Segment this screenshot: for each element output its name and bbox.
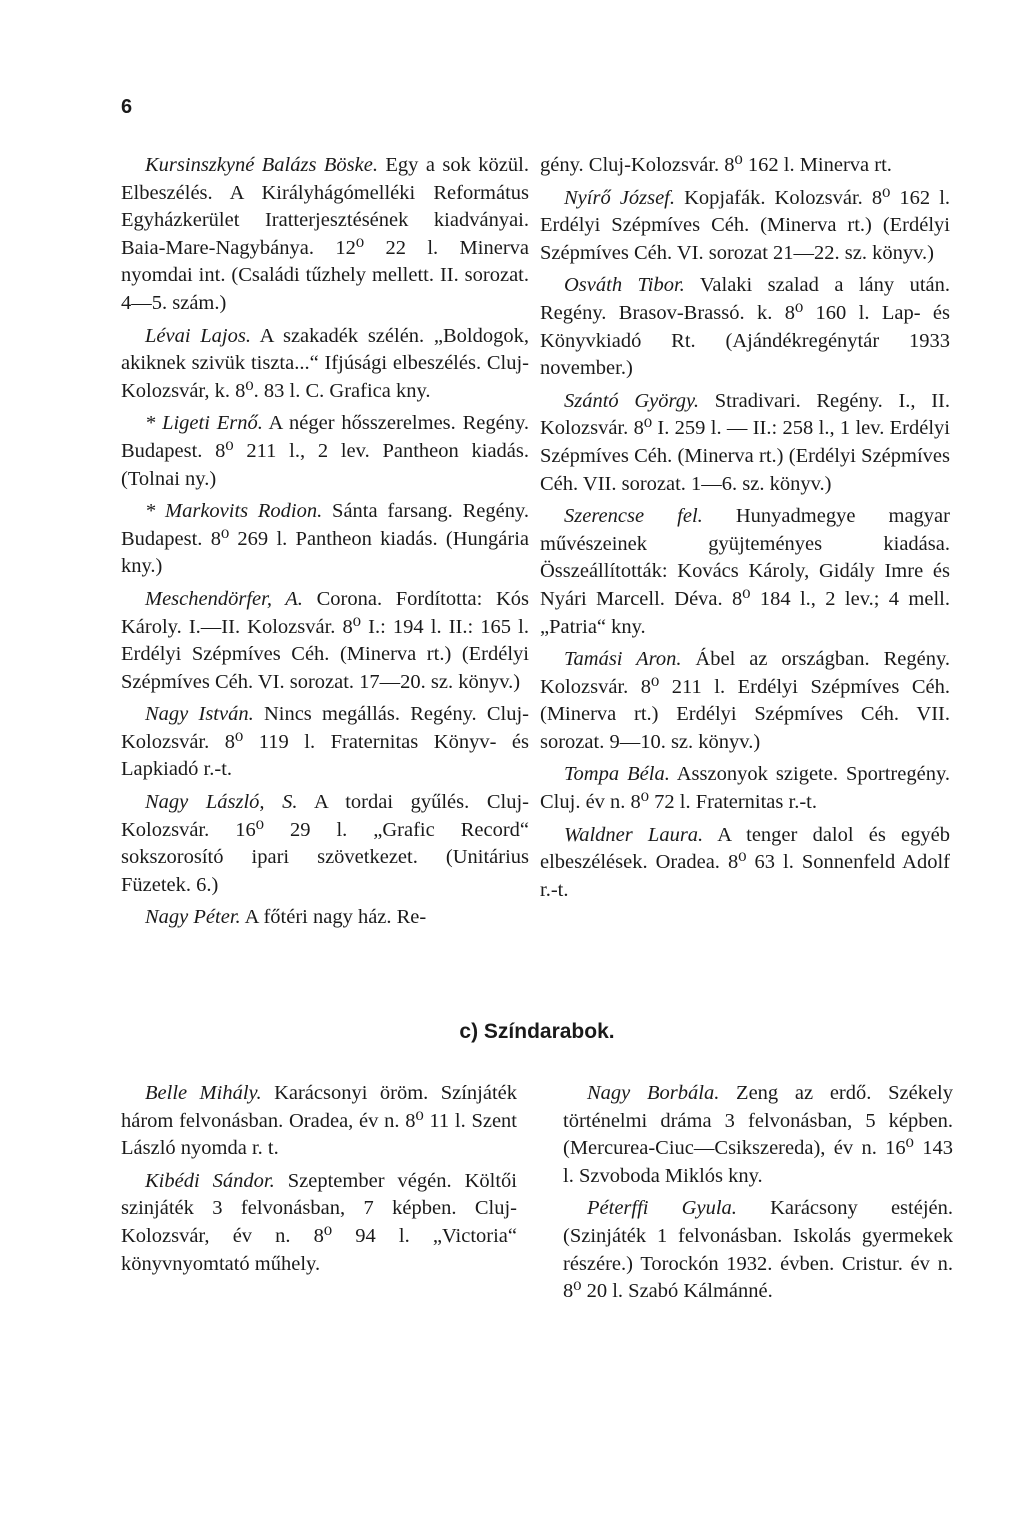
entry-author: Nyírő József. <box>564 186 675 209</box>
entry-author: Osváth Tibor. <box>564 274 685 297</box>
entry-text: A tordai gyűlés. Cluj-Kolozsvár. 16⁰ 29 l. „Grafic Record“ sokszorosító ipari szövetkezet. (Unitárius Füzetek. 6.) <box>121 791 529 896</box>
entry-text: Szeptember végén. Költői szinjáték 3 felvonásban, 7 képben. Cluj-Kolozsvár, év n. 8⁰ 94 l. „Victoria“ könyvnyomtató műhely. <box>121 1169 517 1275</box>
section-heading <box>0 1020 1024 1044</box>
bibliography-entry <box>121 498 529 581</box>
entry-author: Szerencse fel. <box>564 505 703 528</box>
bibliography-entry <box>121 701 529 784</box>
bibliography-entry <box>540 761 950 816</box>
column-right-top <box>540 152 950 909</box>
entry-author: Waldner Laura. <box>564 823 704 846</box>
bibliography-entry <box>540 272 950 382</box>
bibliography-entry <box>121 904 529 932</box>
bibliography-entry <box>121 789 529 899</box>
entry-text: A tenger dalol és egyéb elbeszélések. Oradea. 8⁰ 63 l. Sonnenfeld Adolf r.-t. <box>540 823 950 901</box>
entry-text: A néger hősszerelmes. Regény. Budapest. 8⁰ 211 l., 2 lev. Pantheon kiadás. (Tolnai ny.) <box>121 412 529 490</box>
bibliography-entry <box>121 586 529 696</box>
entry-text: A szakadék szélén. „Boldogok, akiknek szivük tiszta...“ Ifjúsági elbeszélés. Cluj-Kolozsvár, k. 8⁰. 83 l. C. Grafica kny. <box>121 324 530 402</box>
entry-text: Valaki szalad a lány után. Regény. Brasov-Brassó. k. 8⁰ 160 l. Lap- és Könyvkiadó Rt. (Ajándékregénytár 1933 november.) <box>540 274 950 380</box>
entry-author: Lévai Lajos. <box>145 324 251 347</box>
entry-author: Tamási Aron. <box>564 648 682 671</box>
entry-author: Meschendörfer, A. <box>145 587 303 610</box>
bibliography-entry <box>563 1195 953 1305</box>
bibliography-entry <box>563 1080 953 1190</box>
entry-text: Ábel az országban. Regény. Kolozsvár. 8⁰ 211 l. Erdélyi Szépmíves Céh. (Minerva rt.) Erdélyi Szépmíves Céh. VII. sorozat. 9—10. sz. könyv.) <box>540 648 951 753</box>
entry-author: Nagy László, S. <box>145 791 298 814</box>
column-left-top <box>121 152 529 937</box>
entry-text: Kopjafák. Kolozsvár. 8⁰ 162 l. Erdélyi Szépmíves Céh. (Minerva rt.) (Erdélyi Szépmíves Céh. VI. sorozat 21—22. sz. könyv.) <box>540 186 951 264</box>
bibliography-entry <box>540 152 950 180</box>
entry-text: A főtéri nagy ház. Re- <box>240 906 427 929</box>
bibliography-entry <box>540 503 950 641</box>
bibliography-entry <box>540 388 950 498</box>
bibliography-entry <box>121 1168 517 1278</box>
entry-author: Kursinszkyné Balázs Böske. <box>145 154 378 176</box>
entry-text: Sánta farsang. Regény. Budapest. 8⁰ 269 l. Pantheon kiadás. (Hungária kny.) <box>121 500 529 578</box>
entry-author: Szántó György. <box>564 389 700 412</box>
page-number: 6 <box>121 96 133 118</box>
entry-text: Corona. Fordította: Kós Károly. I.—II. Kolozsvár. 8⁰ I.: 194 l. II.: 165 l. Erdélyi Szépmíves Céh. (Minerva rt.) (Erdélyi Szépmíves Céh. VI. sorozat. 17—20. sz. könyv.) <box>121 587 530 693</box>
entry-author: * Markovits Rodion. <box>145 500 323 523</box>
entry-author: * Ligeti Ernő. <box>145 412 263 435</box>
entry-author: Kibédi Sándor. <box>145 1169 275 1192</box>
entry-text: Hunyadmegye magyar művészeinek gyüjteményes kiadása. Összeállították: Kovács Károly, Gidály Imre és Nyári Marcell. Déva. 8⁰ 184 l., 2 lev.; 4 mell. „Patria“ kny. <box>540 505 950 638</box>
section-heading-text: c) Színdarabok. <box>459 1020 615 1043</box>
entry-author: Nagy Péter. <box>145 906 241 929</box>
bibliography-entry <box>121 410 529 493</box>
entry-author: Nagy István. <box>145 703 254 726</box>
entry-author: Belle Mihály. <box>145 1082 262 1104</box>
entry-text: gény. Cluj-Kolozsvár. 8⁰ 162 l. Minerva rt. <box>540 154 892 176</box>
bibliography-entry <box>540 646 950 756</box>
bibliography-entry <box>121 1080 517 1163</box>
entry-text: Nincs megállás. Regény. Cluj-Kolozsvár. 8⁰ 119 l. Fraternitas Könyv- és Lapkiadó r.-t. <box>121 703 530 781</box>
entry-text: Karácsonyi öröm. Színjáték három felvonásban. Oradea, év n. 8⁰ 11 l. Szent László nyomda r. t. <box>121 1082 517 1160</box>
entry-text: Stradivari. Regény. I., II. Kolozsvár. 8⁰ I. 259 l. — II.: 258 l., 1 lev. Erdélyi Szépmíves Céh. (Minerva rt.) (Erdélyi Szépmíves Céh. VII. sorozat. 1—6. sz. könyv.) <box>540 389 950 495</box>
column-right-bottom <box>563 1080 953 1311</box>
entry-text: Karácsony estéjén. (Szinjáték 1 felvonásban. Iskolás gyermekek részére.) Torockón 1932. évben. Cristur. év n. 8⁰ 20 l. Szabó Kálmánné. <box>563 1197 953 1303</box>
bibliography-entry <box>540 185 950 268</box>
entry-text: Asszonyok szigete. Sportregény. Cluj. év n. 8⁰ 72 l. Fraternitas r.-t. <box>540 763 951 814</box>
column-left-bottom <box>121 1080 517 1283</box>
bibliography-entry <box>540 822 950 905</box>
bibliography-entry <box>121 152 529 318</box>
bibliography-entry <box>121 323 529 406</box>
entry-text: Egy a sok közül. Elbeszélés. A Királyhágómelléki Református Egyházkerület Iratterjesztésének kiadványai. Baia-Mare-Nagybánya. 12⁰ 22 l. Minerva nyomdai int. (Családi tűzhely mellett. II. sorozat. 4—5. szám.) <box>121 154 529 314</box>
entry-author: Nagy Borbála. <box>587 1082 720 1104</box>
entry-text: Zeng az erdő. Székely történelmi dráma 3 felvonásban, 5 képben. (Mercurea-Ciuc—Csikszereda), év n. 16⁰ 143 l. Szvoboda Miklós kny. <box>563 1082 954 1187</box>
entry-author: Tompa Béla. <box>564 763 670 786</box>
entry-author: Péterffi Gyula. <box>587 1197 737 1220</box>
